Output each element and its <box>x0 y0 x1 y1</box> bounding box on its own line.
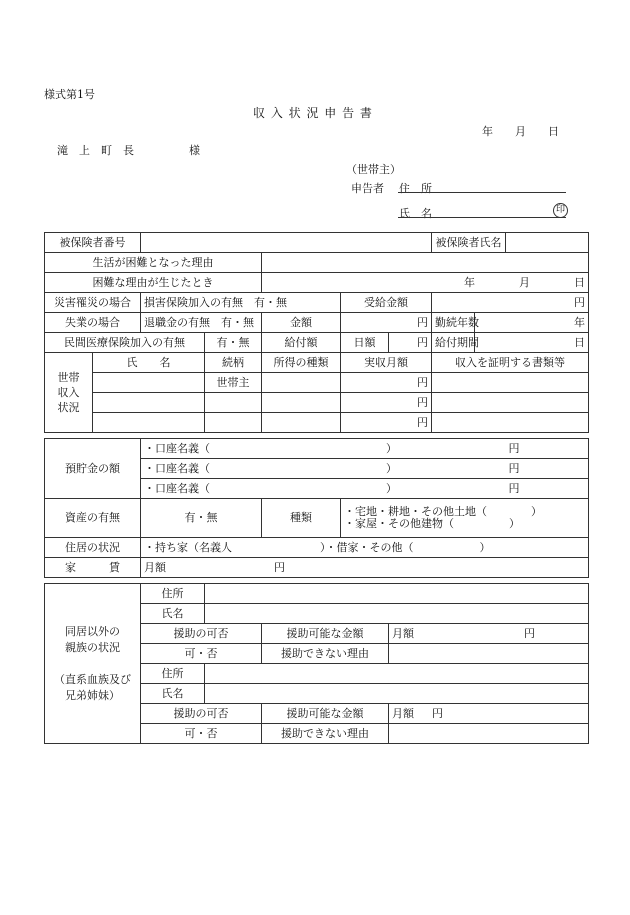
insured-no-label: 被保険者番号 <box>45 233 141 253</box>
member-income-type-1[interactable] <box>262 373 341 393</box>
relatives-label-line2: 親族の状況 <box>65 640 120 654</box>
relative2-yes-no[interactable]: 可・否 <box>141 724 262 744</box>
private-insurance-label: 民間医療保険加入の有無 <box>45 333 205 353</box>
member-income-2[interactable]: 円 <box>341 393 432 413</box>
housing-label: 住居の状況 <box>45 538 141 558</box>
savings-yen-3: 円 <box>506 479 589 499</box>
disaster-label: 災害罹災の場合 <box>45 293 141 313</box>
rent-monthly-label: 月額 <box>144 560 166 574</box>
relative2-address-field[interactable] <box>205 664 589 684</box>
relative2-support-amount-label: 援助可能な金額 <box>262 704 389 724</box>
member-income-type-3[interactable] <box>262 413 341 433</box>
document-title: 収 入 状 況 申 告 書 <box>253 106 373 120</box>
relative1-support-amount-label: 援助可能な金額 <box>262 624 389 644</box>
hardship-when-label: 困難な理由が生じたとき <box>45 273 262 293</box>
hardship-reason-field[interactable] <box>262 253 589 273</box>
savings-account-1[interactable]: ・口座名義（ ） <box>141 439 506 459</box>
assets-kind-building: ・家屋・その他建物（ ） <box>344 517 520 530</box>
rent-field[interactable] <box>141 558 589 578</box>
unemployment-label: 失業の場合 <box>45 313 141 333</box>
member-name-2[interactable] <box>93 393 205 413</box>
rent-yen: 円 <box>274 560 285 574</box>
relative1-reason-field[interactable] <box>389 644 589 664</box>
insured-name-label: 被保険者氏名 <box>432 233 506 253</box>
assets-label: 資産の有無 <box>45 499 141 538</box>
household-label-line1: 世帯 <box>57 371 80 384</box>
relative1-address-label: 住所 <box>141 584 205 604</box>
member-name-1[interactable] <box>93 373 205 393</box>
insured-no-field[interactable] <box>141 233 432 253</box>
address-underline <box>398 192 566 193</box>
address-label: 住 所 <box>399 182 432 195</box>
member-income-type-2[interactable] <box>262 393 341 413</box>
relative2-address-label: 住所 <box>141 664 205 684</box>
col-name: 氏 名 <box>93 353 205 373</box>
member-income-3[interactable]: 円 <box>341 413 432 433</box>
declarant-label: 申告者 <box>351 182 384 195</box>
relative2-reason-label: 援助できない理由 <box>262 724 389 744</box>
col-monthly-income: 実収月額 <box>341 353 432 373</box>
rent-label: 家 賃 <box>45 558 141 578</box>
assets-kind-label: 種類 <box>262 499 341 538</box>
member-proof-3[interactable] <box>432 413 589 433</box>
savings-account-3[interactable]: ・口座名義（ ） <box>141 479 506 499</box>
hardship-when-date[interactable]: 年 月 日 <box>262 273 589 293</box>
relative1-address-field[interactable] <box>205 584 589 604</box>
member-proof-2[interactable] <box>432 393 589 413</box>
relative2-reason-field[interactable] <box>389 724 589 744</box>
member-proof-1[interactable] <box>432 373 589 393</box>
benefit-label: 給付額 <box>262 333 341 353</box>
col-relation: 続柄 <box>205 353 262 373</box>
household-income-label <box>45 353 93 433</box>
insured-name-field[interactable] <box>506 233 589 253</box>
benefit-period-label: 給付期間 <box>432 333 475 353</box>
relative1-support-label: 援助の可否 <box>141 624 262 644</box>
relative2-name-field[interactable] <box>205 684 589 704</box>
savings-yen-2: 円 <box>506 459 589 479</box>
hardship-reason-label: 生活が困難となった理由 <box>45 253 262 273</box>
assets-kind-land: ・宅地・耕地・その他土地（ ） <box>344 505 542 518</box>
col-proof-docs: 収入を証明する書類等 <box>432 353 589 373</box>
household-head-label: （世帯主） <box>346 163 401 176</box>
seal-mark: 印 <box>553 203 568 218</box>
benefit-amount-label: 受給金額 <box>341 293 432 313</box>
name-label: 氏 名 <box>399 207 432 220</box>
col-income-type: 所得の種類 <box>262 353 341 373</box>
relative2-monthly-field[interactable] <box>389 704 589 724</box>
relative2-name-label: 氏名 <box>141 684 205 704</box>
addressee: 滝 上 町 長 様 <box>57 144 200 157</box>
member-relation-3[interactable] <box>205 413 262 433</box>
relative1-yen: 円 <box>524 626 535 640</box>
date-line: 年 月 日 <box>482 125 559 138</box>
assets-kind-field[interactable] <box>341 499 589 538</box>
relatives-label-line1: 同居以外の <box>65 624 120 638</box>
relative1-monthly-label: 月額 <box>392 626 414 640</box>
declaration-table <box>44 232 589 744</box>
retirement-allowance[interactable]: 退職金の有無 有・無 <box>141 313 262 333</box>
benefit-period-field[interactable]: 日 <box>475 333 589 353</box>
daily-label: 日額 <box>341 333 389 353</box>
assets-yes-no[interactable]: 有・無 <box>141 499 262 538</box>
benefit-amount-field[interactable]: 円 <box>432 293 589 313</box>
damage-insurance[interactable]: 損害保険加入の有無 有・無 <box>141 293 341 313</box>
relative2-support-label: 援助の可否 <box>141 704 262 724</box>
member-income-1[interactable]: 円 <box>341 373 432 393</box>
name-underline <box>398 217 566 218</box>
form-number: 様式第1号 <box>44 88 95 101</box>
savings-yen-1: 円 <box>506 439 589 459</box>
relatives-label-line3: （直系血族及び <box>54 672 131 686</box>
member-name-3[interactable] <box>93 413 205 433</box>
private-insurance-yes-no[interactable]: 有・無 <box>205 333 262 353</box>
household-label-line2: 収入 <box>57 386 80 399</box>
savings-account-2[interactable]: ・口座名義（ ） <box>141 459 506 479</box>
relative1-monthly-field[interactable] <box>389 624 589 644</box>
household-label-line3: 状況 <box>57 401 80 414</box>
years-service-field[interactable]: 年 <box>475 313 589 333</box>
relative1-reason-label: 援助できない理由 <box>262 644 389 664</box>
savings-label: 預貯金の額 <box>45 439 141 499</box>
amount-label: 金額 <box>262 313 341 333</box>
relative2-monthly-label: 月額 <box>392 706 414 720</box>
relative1-name-field[interactable] <box>205 604 589 624</box>
relative1-yes-no[interactable]: 可・否 <box>141 644 262 664</box>
member-relation-2[interactable] <box>205 393 262 413</box>
relatives-label <box>45 584 141 744</box>
relative1-name-label: 氏名 <box>141 604 205 624</box>
amount-field[interactable]: 円 <box>341 313 432 333</box>
daily-amount-field[interactable]: 円 <box>389 333 432 353</box>
relatives-label-line4: 兄弟姉妹） <box>65 688 120 702</box>
housing-field[interactable]: ・持ち家（名義人 ）・借家・その他（ ） <box>141 538 589 558</box>
member-relation-1: 世帯主 <box>205 373 262 393</box>
relative2-yen: 円 <box>432 706 443 720</box>
years-service-label: 勤続年数 <box>432 313 475 333</box>
